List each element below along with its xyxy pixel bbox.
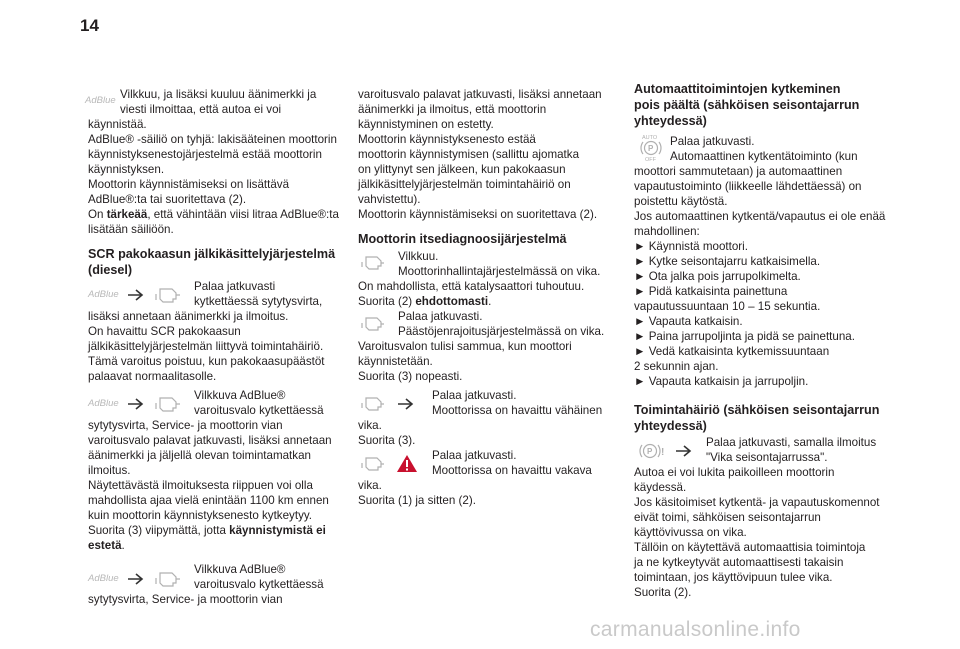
text-line: Jos käsitoimiset kytkentä- ja vapautuskomennot [634, 496, 880, 509]
text-line: vapautustoiminto (liikkeelle lähdettäessä) on [634, 180, 862, 193]
text-line: ► Kytke seisontajarru katkaisimella. [634, 255, 821, 268]
svg-text:AUTO: AUTO [642, 135, 658, 141]
text-line: varoitusvalo palavat jatkuvasti, lisäksi annetaan [88, 434, 332, 447]
text-line: Suorita (3). [358, 434, 416, 447]
text-line: Moottorin käynnistämiseksi on suoritettava (2). [358, 208, 598, 221]
text-line: moottorin käynnistymisen (sallittu ajomatka [358, 148, 580, 161]
text-line: käynnistyksen. [88, 163, 165, 176]
svg-text:OFF: OFF [645, 157, 656, 162]
text-line: mahdollinen: [634, 225, 700, 238]
text-line: on ylittynyt sen jälkeen, kun pakokaasun [358, 163, 566, 176]
text-line: ► Paina jarrupoljinta ja pidä se painettuna. [634, 330, 855, 343]
text-line: AdBlue®:ta tai suoritettava (2). [88, 193, 247, 206]
text-line: On tärkeää, että vähintään viisi litraa AdBlue®:ta [88, 208, 339, 221]
text-line: kuin moottorin käynnistyksenesto kytkeytyy. [88, 509, 313, 522]
page-number: 14 [80, 16, 99, 35]
text-line: Palaa jatkuvasti. [432, 389, 517, 402]
text-line: vika. [358, 479, 382, 492]
text-line: viesti ilmoittaa, että autoa ei voi [120, 103, 282, 116]
text-line: sytytysvirta, Service- ja moottorin vian [88, 419, 283, 432]
text-line: jälkikäsittelyjärjestelmän toimintahäiriö on [358, 178, 571, 191]
text-line: Tämä varoitus poistuu, kun pakokaasupäästöt [88, 355, 325, 368]
text-line: Vilkkuu. [398, 250, 439, 263]
text-line: ► Vapauta katkaisin. [634, 315, 743, 328]
text-line: käynnistetään. [358, 355, 433, 368]
text-line: Moottorin käynnistämiseksi on lisättävä [88, 178, 290, 191]
text-line: varoitusvalo kytkettäessä [194, 578, 324, 591]
text-line: varoitusvalo kytkettäessä [194, 404, 324, 417]
text-line: Tällöin on käytettävä automaattisia toimintoja [634, 541, 866, 554]
text-line: eivät toimi, sähköisen seisontajarrun [634, 511, 821, 524]
text-line: jälkikäsittelyjärjestelmän liittyvä toimintahäiriö. [88, 340, 324, 353]
section-heading: (diesel) [88, 263, 133, 277]
text-line: kytkettäessä sytytysvirta, [194, 295, 323, 308]
section-heading: yhteydessä) [634, 419, 707, 433]
text-line: Autoa ei voi lukita paikoilleen moottorin [634, 466, 835, 479]
text-line: Moottorinhallintajärjestelmässä on vika. [398, 265, 601, 278]
text-line: Palaa jatkuvasti [194, 280, 276, 293]
text-line: AdBlue® -säiliö on tyhjä: lakisääteinen moottorin [88, 133, 337, 146]
text-line: Palaa jatkuvasti. [398, 310, 483, 323]
text-line: Palaa jatkuvasti. [432, 449, 517, 462]
svg-text:AdBlue: AdBlue [88, 289, 119, 300]
section-heading: Moottorin itsediagnoosijärjestelmä [358, 232, 567, 246]
warning-lights-icon-group [86, 284, 190, 306]
text-line: äänimerkki ja ilmoitus, että moottorin [358, 103, 547, 116]
svg-text:AdBlue: AdBlue [88, 573, 119, 584]
svg-text:P: P [647, 447, 653, 456]
text-line: Vilkkuva AdBlue® [194, 563, 286, 576]
text-line: lisätään säiliöön. [88, 223, 174, 236]
section-heading: yhteydessä) [634, 114, 707, 128]
text-line: moottori sammutetaan) ja automaattinen [634, 165, 843, 178]
text-line: Moottorissa on havaittu vakava [432, 464, 592, 477]
text-line: Vilkkuva AdBlue® [194, 389, 286, 402]
text-line: On havaittu SCR pakokaasun [88, 325, 241, 338]
text-line: mahdollista ajaa vielä enintään 1100 km ennen [88, 494, 329, 507]
section-heading: Automaattitoimintojen kytkeminen [634, 82, 841, 96]
svg-text:AdBlue: AdBlue [85, 95, 116, 106]
text-line: Moottorissa on havaittu vähäinen [432, 404, 603, 417]
engine-warning-icon [360, 314, 386, 334]
text-line: ► Ota jalka pois jarrupolkimelta. [634, 270, 801, 283]
text-line: käynnistää. [88, 118, 147, 131]
text-line: On mahdollista, että katalysaattori tuhoutuu. [358, 280, 585, 293]
text-line: vahvistettu). [358, 193, 421, 206]
text-line: käyttövivussa on vika. [634, 526, 747, 539]
text-line: vika. [358, 419, 382, 432]
text-line: ilmoitus. [88, 464, 131, 477]
text-line: sytytysvirta, Service- ja moottorin vian [88, 593, 283, 606]
text-line: poistettu käytöstä. [634, 195, 728, 208]
text-line: Varoitusvalon tulisi sammua, kun moottori [358, 340, 572, 353]
text-line: Jos automaattinen kytkentä/vapautus ei ole enää [634, 210, 886, 223]
text-line: lisäksi annetaan äänimerkki ja ilmoitus. [88, 310, 289, 323]
engine-critical-icon-group [360, 452, 426, 476]
text-line: Suorita (3) nopeasti. [358, 370, 463, 383]
text-line: palaavat normaalitasolle. [88, 370, 217, 383]
watermark: carmanualsonline.info [590, 618, 801, 641]
text-line: Suorita (1) ja sitten (2). [358, 494, 476, 507]
text-line: Automaattinen kytkentätoiminto (kun [670, 150, 858, 163]
text-line: käynnistyksenestojärjestelmä estää moottorin [88, 148, 322, 161]
text-line: Suorita (2) ehdottomasti. [358, 295, 492, 308]
section-heading: pois päältä (sähköisen seisontajarrun [634, 98, 860, 112]
engine-service-icon-group [360, 393, 426, 415]
auto-parking-off-icon [636, 132, 666, 162]
text-line: ► Pidä katkaisinta painettuna [634, 285, 788, 298]
engine-warning-icon [360, 253, 386, 273]
svg-text:P: P [648, 144, 654, 153]
text-line: Suorita (3) viipymättä, jotta käynnistymistä ei [88, 524, 326, 537]
adblue-icon [84, 92, 118, 106]
text-line: Palaa jatkuvasti. [670, 135, 755, 148]
text-line: ja ne kytkeytyvät automaattisesti takaisin [634, 556, 844, 569]
text-line: Moottorin käynnistyksenesto estää [358, 133, 536, 146]
text-line: ► Vedä katkaisinta kytkemissuuntaan [634, 345, 830, 358]
text-line: Palaa jatkuvasti, samalla ilmoitus [706, 436, 877, 449]
text-line: käynnistyminen on estetty. [358, 118, 494, 131]
text-line: Päästöjenrajoitusjärjestelmässä on vika. [398, 325, 605, 338]
text-line: ► Käynnistä moottori. [634, 240, 748, 253]
text-line: varoitusvalo palavat jatkuvasti, lisäksi annetaan [358, 88, 602, 101]
warning-lights-icon-group [86, 568, 190, 590]
text-line: ► Vapauta katkaisin ja jarrupoljin. [634, 375, 809, 388]
warning-lights-icon-group [86, 393, 190, 415]
text-line: Vilkkuu, ja lisäksi kuuluu äänimerkki ja [120, 88, 317, 101]
text-line: Suorita (2). [634, 586, 692, 599]
text-line: vapautussuuntaan 10 – 15 sekuntia. [634, 300, 821, 313]
text-line: estetä. [88, 539, 125, 552]
text-line: toimintaan, jos käyttövipuun tulee vika. [634, 571, 833, 584]
svg-text:AdBlue: AdBlue [88, 398, 119, 409]
text-line: käydessä. [634, 481, 687, 494]
text-line: äänimerkki ja jäljellä olevan toimintamatkan [88, 449, 311, 462]
text-line: Näytettävästä ilmoituksesta riippuen voi olla [88, 479, 313, 492]
text-line: 2 sekunnin ajan. [634, 360, 719, 373]
section-heading: SCR pakokaasun jälkikäsittelyjärjestelmä [88, 247, 336, 261]
parking-brake-fault-icon-group [636, 440, 702, 462]
svg-text:!: ! [661, 447, 665, 458]
section-heading: Toimintahäiriö (sähköisen seisontajarrun [634, 403, 880, 417]
text-line: "Vika seisontajarrussa". [706, 451, 828, 464]
